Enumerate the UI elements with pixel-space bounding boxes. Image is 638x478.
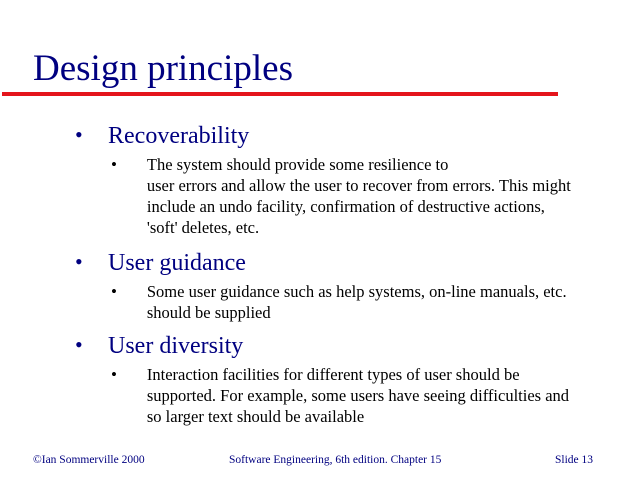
sub-bullet-line: 'soft' deletes, etc. — [146, 218, 260, 237]
bullet-heading-row — [75, 251, 615, 275]
sub-bullet-line: user errors and allow the user to recover from errors. This might — [146, 176, 571, 195]
bullet-user-guidance — [75, 251, 615, 323]
sub-bullet-line: Some user guidance such as help systems, on-line manuals, etc. — [146, 282, 567, 301]
bullet-heading: User diversity — [108, 333, 244, 359]
sub-bullet-dot-icon: • — [111, 365, 117, 384]
sub-bullet-dot-icon: • — [111, 155, 117, 174]
bullet-dot-icon: • — [75, 249, 83, 274]
footer-copyright: ©Ian Sommerville 2000 — [33, 454, 145, 466]
sub-bullet-text — [147, 281, 615, 323]
sub-bullet-line: Interaction facilities for different types of user should be — [146, 365, 520, 384]
title-underline — [2, 92, 558, 96]
sub-bullet-text — [147, 154, 615, 238]
footer-book-title: Software Engineering, 6th edition. Chapter 15 — [229, 454, 442, 466]
sub-bullet-line: so larger text should be available — [146, 407, 365, 426]
bullet-heading-row — [75, 334, 615, 358]
sub-bullet — [111, 281, 615, 323]
bullet-heading: User guidance — [108, 250, 246, 276]
bullet-recoverability — [75, 124, 615, 238]
sub-bullet — [111, 364, 615, 427]
sub-bullet — [111, 154, 615, 238]
bullet-heading-row — [75, 124, 615, 148]
sub-bullet-text — [147, 364, 615, 427]
sub-bullet-line: should be supplied — [146, 303, 271, 322]
bullet-dot-icon: • — [75, 122, 83, 147]
sub-bullet-dot-icon: • — [111, 282, 117, 301]
sub-bullet-line: include an undo facility, confirmation of destructive actions, — [146, 197, 545, 216]
bullet-heading: Recoverability — [108, 123, 250, 149]
slide-title: Design principles — [33, 48, 293, 89]
bullet-dot-icon: • — [75, 332, 83, 357]
bullet-user-diversity — [75, 334, 615, 427]
sub-bullet-line: supported. For example, some users have seeing difficulties and — [146, 386, 570, 405]
sub-bullet-line: The system should provide some resilience to — [146, 155, 449, 174]
footer-slide-number: Slide 13 — [555, 454, 594, 466]
